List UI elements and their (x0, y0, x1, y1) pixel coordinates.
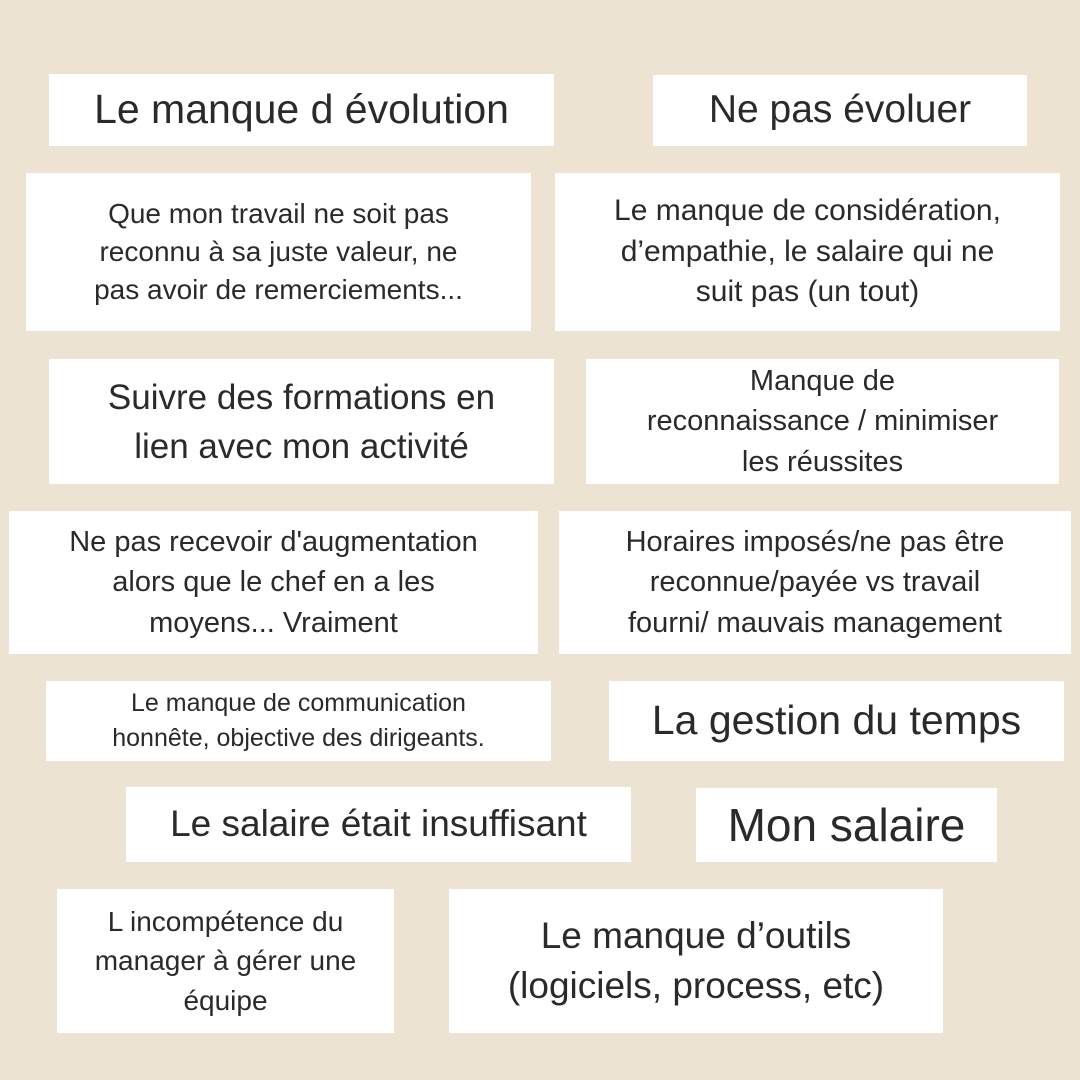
answer-card-manque-communication (46, 681, 551, 761)
answer-text: Ne pas évoluer (708, 88, 972, 132)
answer-card-travail-reconnu (26, 173, 531, 331)
answer-card-augmentation (9, 511, 538, 654)
answer-card-gestion-temps (609, 681, 1064, 761)
answer-text: Ne pas recevoir d'augmentation alors que le chef en a les moyens... Vraiment (69, 525, 478, 639)
answer-text: Le manque d’outils (logiciels, process, etc) (507, 915, 885, 1006)
answer-text: La gestion du temps (651, 697, 1022, 744)
answer-card-manque-reconnaissance (586, 359, 1059, 484)
answer-card-mon-salaire (696, 788, 997, 862)
answer-text: Le manque de communication honnête, objective des dirigeants. (112, 689, 485, 752)
answer-text: Le salaire était insuffisant (170, 803, 587, 845)
answer-text: Manque de reconnaissance / minimiser les réussites (646, 364, 999, 478)
answer-card-manque-consideration (555, 173, 1060, 331)
answer-text: Que mon travail ne soit pas reconnu à sa juste valeur, ne pas avoir de remerciements... (94, 198, 463, 305)
answer-card-manque-evolution (49, 74, 554, 146)
answer-text: Le manque d évolution (94, 86, 509, 133)
answer-text: Le manque de considération, d’empathie, le salaire qui ne suit pas (un tout) (614, 194, 1001, 309)
answer-text: L incompétence du manager à gérer une équipe (94, 906, 357, 1016)
answer-card-incompetence-manager (57, 889, 394, 1033)
answer-card-horaires-imposes (559, 511, 1071, 654)
answer-card-suivre-formations (49, 359, 554, 484)
answer-card-manque-outils (449, 889, 943, 1033)
answer-card-ne-pas-evoluer (653, 75, 1027, 146)
answer-card-salaire-insuffisant (126, 787, 631, 862)
answer-text: Horaires imposés/ne pas être reconnue/payée vs travail fourni/ mauvais management (625, 525, 1005, 639)
answer-text: Mon salaire (727, 798, 966, 851)
answer-text: Suivre des formations en lien avec mon activité (107, 377, 496, 466)
